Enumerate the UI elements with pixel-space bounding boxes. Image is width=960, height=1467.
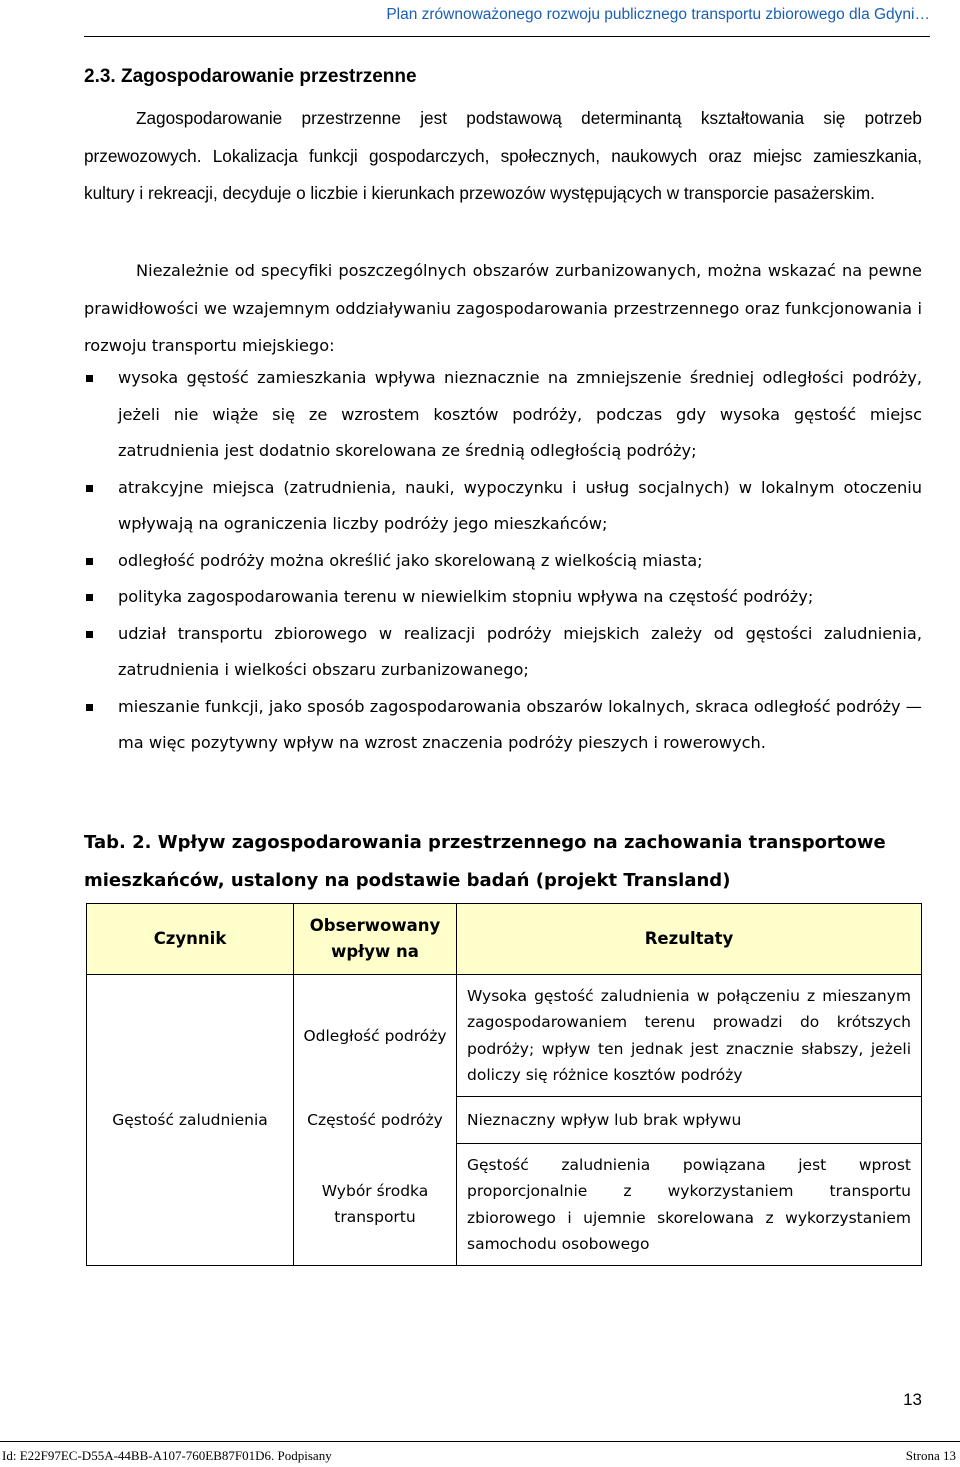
result-cell: Nieznaczny wpływ lub brak wpływu bbox=[457, 1097, 922, 1144]
bullet-list bbox=[84, 360, 922, 762]
column-header-factor: Czynnik bbox=[87, 904, 294, 975]
list-item-text: atrakcyjne miejsca (zatrudnienia, nauki, wypoczynku i usług socjalnych) w lokalnym otoczeniu wpływają na ograniczenia liczby podróży jego mieszkańców; bbox=[118, 477, 922, 533]
list-item-text: udział transportu zbiorowego w realizacji podróży miejskich zależy od gęstości zaludnienia, zatrudnienia i wielkości obszaru zurbanizowanego; bbox=[118, 623, 922, 679]
paragraph-regularities bbox=[84, 252, 922, 365]
page-number: 13 bbox=[903, 1390, 922, 1409]
influence-cell: Wybór środka transportu bbox=[294, 1144, 457, 1266]
list-item bbox=[84, 579, 922, 616]
square-bullet-icon bbox=[86, 558, 93, 565]
list-item bbox=[84, 470, 922, 543]
square-bullet-icon bbox=[86, 704, 93, 711]
header-divider bbox=[84, 36, 930, 37]
square-bullet-icon bbox=[86, 485, 93, 492]
table-row bbox=[87, 1097, 922, 1144]
influence-cell: Odległość podróży bbox=[294, 975, 457, 1097]
table-row bbox=[87, 1144, 922, 1266]
result-cell: Gęstość zaludnienia powiązana jest wprost proporcjonalnie z wykorzystaniem transportu zbiorowego i ujemnie skorelowana z wykorzystaniem samochodu osobowego bbox=[457, 1144, 922, 1266]
square-bullet-icon bbox=[86, 594, 93, 601]
square-bullet-icon bbox=[86, 375, 93, 382]
list-item bbox=[84, 360, 922, 470]
section-title: 2.3. Zagospodarowanie przestrzenne bbox=[84, 66, 417, 87]
list-item-text: polityka zagospodarowania terenu w niewielkim stopniu wpływa na częstość podróży; bbox=[118, 587, 814, 606]
running-header: Plan zrównoważonego rozwoju publicznego transportu zbiorowego dla Gdyni… bbox=[386, 6, 930, 23]
column-header-results: Rezultaty bbox=[457, 904, 922, 975]
table-caption: Tab. 2. Wpływ zagospodarowania przestrzennego na zachowania transportowe mieszkańców, ustalony na podstawie badań (projekt Transland) bbox=[84, 832, 886, 891]
land-use-impact-table bbox=[86, 903, 922, 1266]
column-header-influence: Obserwowany wpływ na bbox=[294, 904, 457, 975]
paragraph-intro-text: Zagospodarowanie przestrzenne jest podstawową determinantą kształtowania się potrzeb przewozowych. Lokalizacja funkcji gospodarczych, społecznych, naukowych oraz miejsc zamieszkania, kultury i rekreacji, decyduje o liczbie i kierunkach przewozów występujących w transporcie pasażerskim. bbox=[84, 108, 922, 203]
influence-cell: Częstość podróży bbox=[294, 1097, 457, 1144]
list-item bbox=[84, 543, 922, 580]
document-id: Id: E22F97EC-D55A-44BB-A107-760EB87F01D6. Podpisany bbox=[2, 1448, 332, 1463]
factor-cell-empty bbox=[87, 1144, 294, 1266]
square-bullet-icon bbox=[86, 631, 93, 638]
list-item-text: mieszanie funkcji, jako sposób zagospodarowania obszarów lokalnych, skraca odległość podróży — ma więc pozytywny wpływ na wzrost znaczenia podróży pieszych i rowerowych. bbox=[118, 696, 922, 752]
factor-cell: Gęstość zaludnienia bbox=[87, 1097, 294, 1144]
factor-cell-empty bbox=[87, 975, 294, 1097]
result-cell: Wysoka gęstość zaludnienia w połączeniu z mieszanym zagospodarowaniem terenu prowadzi do krótszych podróży; wpływ ten jednak jest znacznie słabszy, jeżeli doliczy się różnice kosztów podróży bbox=[457, 975, 922, 1097]
paragraph-regularities-text: Niezależnie od specyfiki poszczególnych obszarów zurbanizowanych, można wskazać na pewne prawidłowości we wzajemnym oddziaływaniu zagospodarowania przestrzennego oraz funkcjonowania i rozwoju transportu miejskiego: bbox=[84, 261, 922, 355]
paragraph-intro bbox=[84, 100, 922, 213]
footer-divider bbox=[0, 1441, 960, 1442]
page-label: Strona 13 bbox=[905, 1448, 956, 1463]
table-row bbox=[87, 975, 922, 1097]
list-item-text: odległość podróży można określić jako skorelowaną z wielkością miasta; bbox=[118, 550, 703, 570]
table-header-row bbox=[87, 904, 922, 975]
list-item-text: wysoka gęstość zamieszkania wpływa nieznacznie na zmniejszenie średniej odległości podróży, jeżeli nie wiąże się ze wzrostem kosztów podróży, podczas gdy wysoka gęstość miejsc zatrudnienia jest dodatnio skorelowana ze średnią odległością podróży; bbox=[118, 368, 922, 460]
list-item bbox=[84, 689, 922, 762]
list-item bbox=[84, 616, 922, 689]
